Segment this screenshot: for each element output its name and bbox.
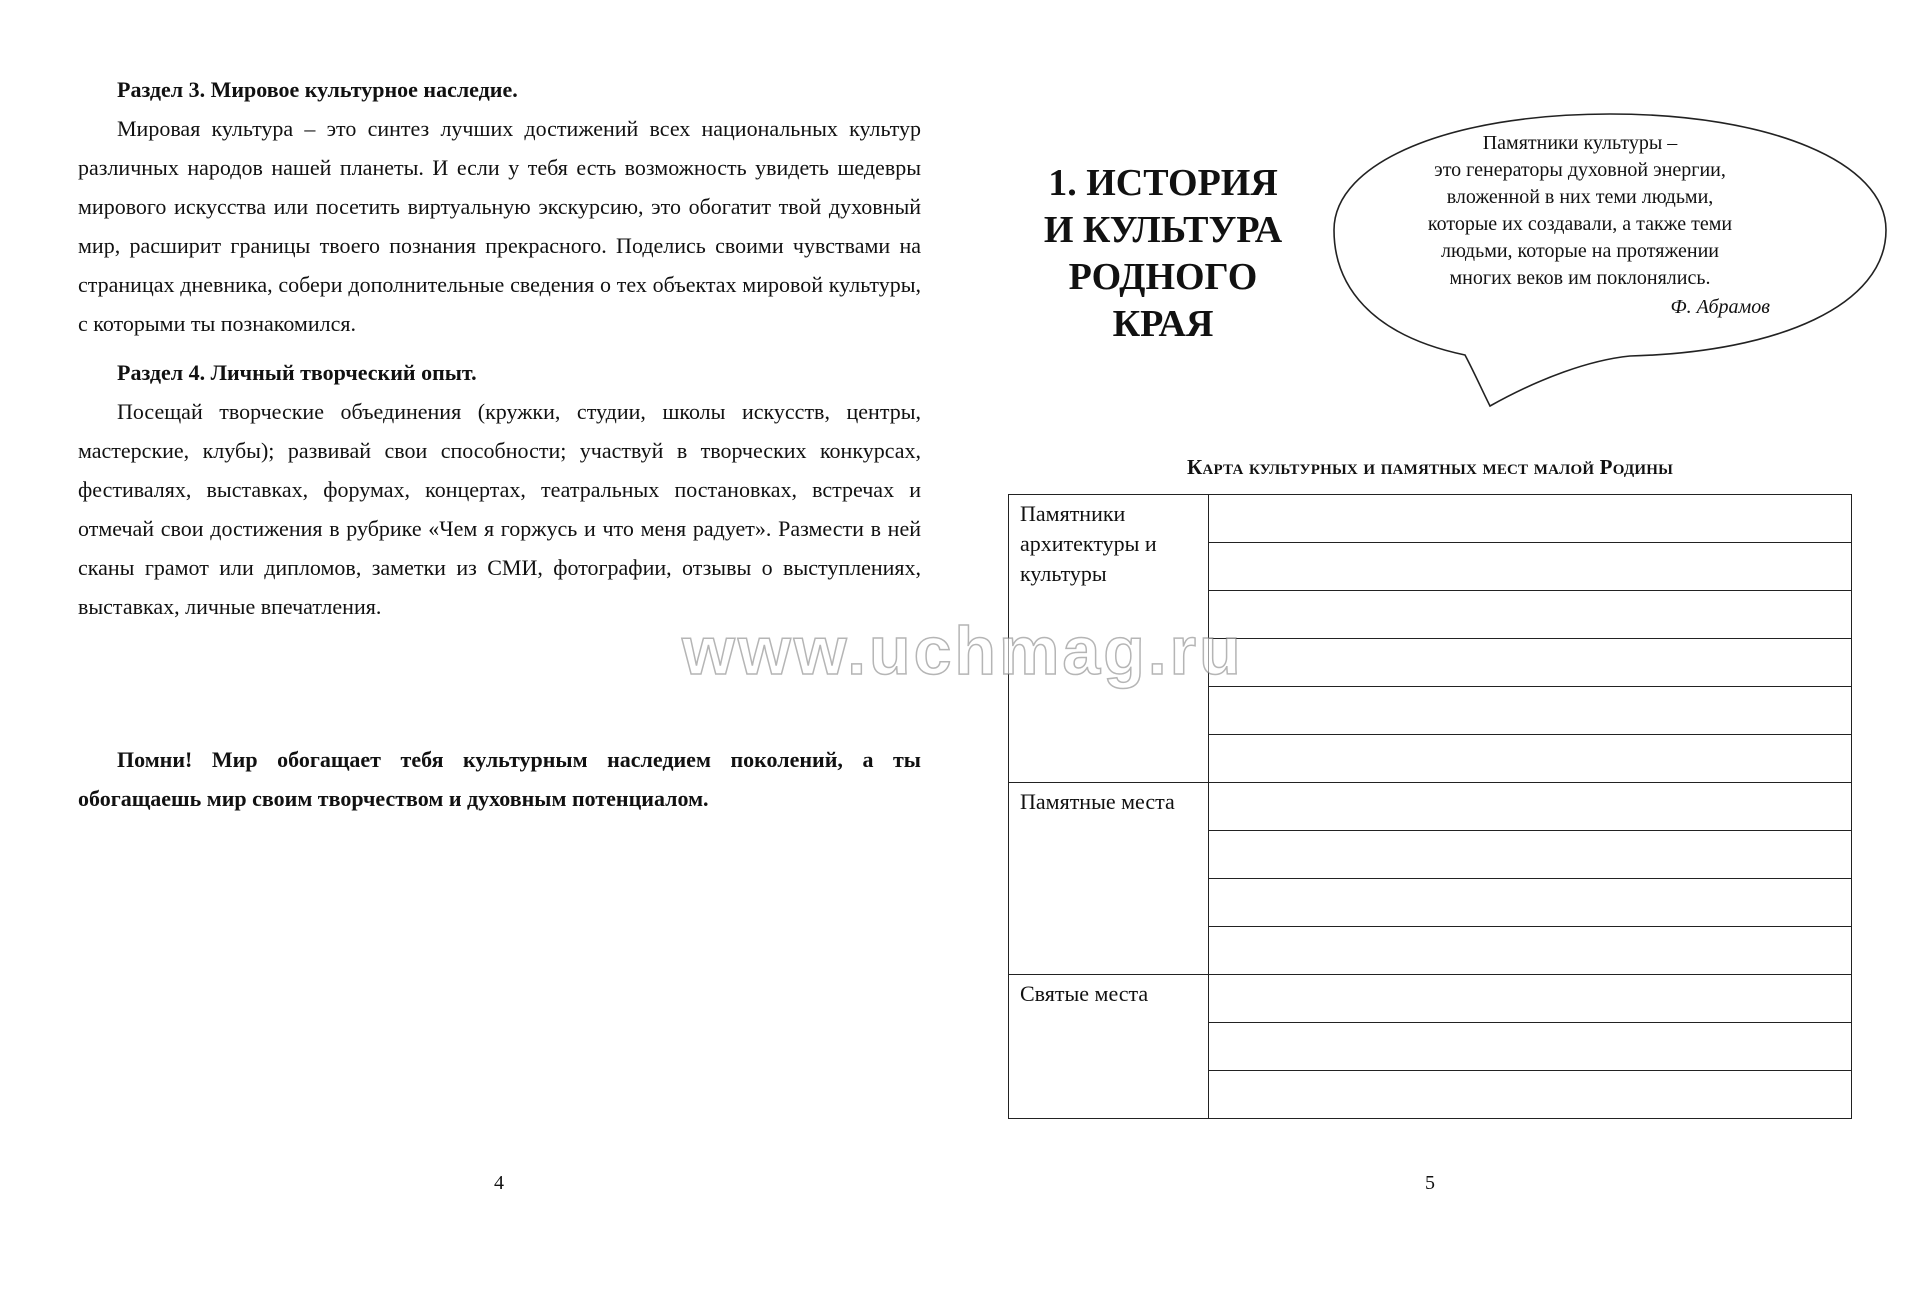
write-in-line[interactable] <box>1209 735 1852 783</box>
quote <box>1380 130 1780 292</box>
chapter-title-line: РОДНОГО <box>1068 256 1258 298</box>
watermark-text: www.uchmag.ru <box>682 613 1244 689</box>
page-number-left: 4 <box>494 1172 504 1194</box>
quote-line: людьми, которые на протяжении <box>1440 240 1720 262</box>
write-in-line[interactable] <box>1209 831 1852 879</box>
write-in-line[interactable] <box>1209 639 1852 687</box>
category-cell: Памятники архитектуры и культуры <box>1009 495 1209 783</box>
write-in-line[interactable] <box>1209 591 1852 639</box>
write-in-line[interactable] <box>1209 543 1852 591</box>
chapter-title-line: КРАЯ <box>1112 303 1214 345</box>
table-row <box>1009 783 1852 831</box>
section-4-heading: Раздел 4. Личный творческий опыт. <box>117 360 477 385</box>
write-in-line[interactable] <box>1209 879 1852 927</box>
write-in-line[interactable] <box>1209 927 1852 975</box>
quote-line: которые их создавали, а также теми <box>1427 213 1733 235</box>
section-3-heading: Раздел 3. Мировое культурное наследие. <box>117 77 518 102</box>
chapter-title <box>1018 160 1308 348</box>
left-page <box>78 70 921 626</box>
category-cell: Святые места <box>1009 975 1209 1119</box>
quote-line: многих веков им поклонялись. <box>1449 267 1711 289</box>
motto-text: Помни! Мир обогащает тебя культурным наследием поколений, а ты обогащаешь мир своим творчеством и духовным потенциалом. <box>78 747 921 811</box>
map-title: Карта культурных и памятных мест малой Родины <box>1187 455 1673 479</box>
chapter-title-line: 1. ИСТОРИЯ <box>1048 162 1278 204</box>
culture-map-table <box>1008 494 1852 1119</box>
write-in-line[interactable] <box>1209 975 1852 1023</box>
section-3-text: Мировая культура – это синтез лучших достижений всех национальных культур различных народов нашей планеты. И если у тебя есть возможность увидеть шедевры мирового искусства или посетить виртуальную экскурсию, это обогатит твой духовный мир, расширит границы твоего познания прекрасного. Поделись своими чувствами на страницах дневника, собери дополнительные сведения о тех объектах мировой культуры, с которыми ты познакомился. <box>78 116 921 336</box>
quote-author: Ф. Абрамов <box>1670 296 1770 318</box>
table-row <box>1009 495 1852 543</box>
quote-line: это генераторы духовной энергии, <box>1434 159 1726 181</box>
quote-line: Памятники культуры – <box>1482 132 1678 154</box>
table-row <box>1009 975 1852 1023</box>
quote-line: вложенной в них теми людьми, <box>1446 186 1714 208</box>
category-cell: Памятные места <box>1009 783 1209 975</box>
write-in-line[interactable] <box>1209 687 1852 735</box>
write-in-line[interactable] <box>1209 783 1852 831</box>
write-in-line[interactable] <box>1209 1071 1852 1119</box>
chapter-title-line: И КУЛЬТУРА <box>1043 209 1283 251</box>
page-number-right: 5 <box>1425 1172 1435 1194</box>
write-in-line[interactable] <box>1209 495 1852 543</box>
write-in-line[interactable] <box>1209 1023 1852 1071</box>
section-4-text: Посещай творческие объединения (кружки, студии, школы искусств, центры, мастерские, клубы); развивай свои способности; участвуй в творческих конкурсах, фестивалях, выставках, форумах, концертах, театральных постановках, встречах и отмечай свои достижения в рубрике «Чем я горжусь и что меня радует». Размести в ней сканы грамот или дипломов, заметки из СМИ, фотографии, отзывы о выступлениях, выставках, личные впечатления. <box>78 399 921 619</box>
